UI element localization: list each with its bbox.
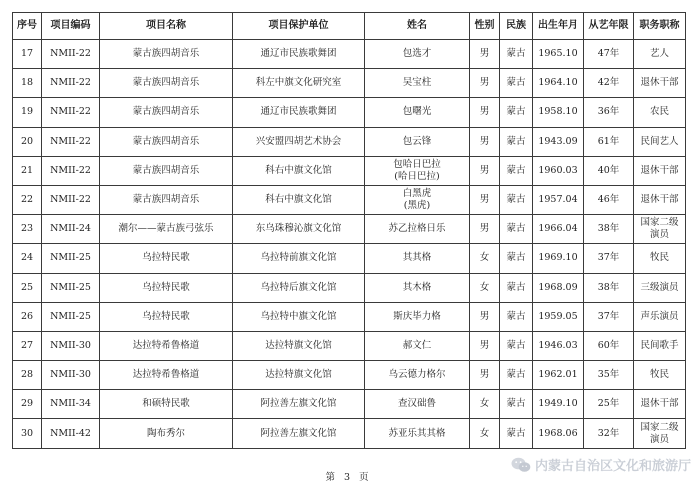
table-row (13, 273, 686, 302)
cell-years-of-practice: 25年 (584, 390, 634, 419)
cell-gender: 男 (470, 156, 500, 185)
column-header-item-code: 项目编码 (42, 13, 100, 40)
cell-inheritor-name: 乌云德力格尔 (365, 361, 470, 390)
cell-job-title: 国家二级 演员 (634, 215, 686, 244)
cell-birth-date: 1957.04 (533, 185, 584, 214)
cell-inheritor-name: 苏乙拉格日乐 (365, 215, 470, 244)
table-row (13, 244, 686, 273)
cell-seq-number: 30 (13, 419, 42, 448)
cell-item-code: NMII-22 (42, 69, 100, 98)
cell-inheritor-name: 吴宝柱 (365, 69, 470, 98)
cell-years-of-practice: 61年 (584, 127, 634, 156)
cell-gender: 男 (470, 215, 500, 244)
cell-protection-unit: 通辽市民族歌舞团 (233, 98, 365, 127)
cell-ethnicity: 蒙古 (500, 273, 533, 302)
cell-job-title: 艺人 (634, 40, 686, 69)
cell-item-code: NMII-22 (42, 185, 100, 214)
cell-gender: 女 (470, 390, 500, 419)
cell-job-title: 农民 (634, 98, 686, 127)
table-row (13, 390, 686, 419)
cell-item-code: NMII-30 (42, 331, 100, 360)
cell-item-code: NMII-22 (42, 40, 100, 69)
cell-item-name: 蒙古族四胡音乐 (100, 69, 233, 98)
cell-birth-date: 1965.10 (533, 40, 584, 69)
cell-job-title: 三级演员 (634, 273, 686, 302)
table-row (13, 419, 686, 448)
cell-item-name: 蒙古族四胡音乐 (100, 127, 233, 156)
cell-protection-unit: 兴安盟四胡艺术协会 (233, 127, 365, 156)
cell-item-code: NMII-34 (42, 390, 100, 419)
cell-inheritor-name: 包曙光 (365, 98, 470, 127)
cell-protection-unit: 乌拉特后旗文化馆 (233, 273, 365, 302)
cell-birth-date: 1962.01 (533, 361, 584, 390)
cell-gender: 男 (470, 185, 500, 214)
cell-protection-unit: 乌拉特前旗文化馆 (233, 244, 365, 273)
cell-job-title: 退休干部 (634, 185, 686, 214)
cell-birth-date: 1969.10 (533, 244, 584, 273)
cell-seq-number: 24 (13, 244, 42, 273)
cell-ethnicity: 蒙古 (500, 390, 533, 419)
column-header-ethnicity: 民族 (500, 13, 533, 40)
cell-item-code: NMII-25 (42, 273, 100, 302)
cell-item-code: NMII-25 (42, 302, 100, 331)
table-row (13, 40, 686, 69)
cell-gender: 男 (470, 302, 500, 331)
cell-gender: 男 (470, 127, 500, 156)
cell-item-code: NMII-30 (42, 361, 100, 390)
cell-job-title: 牧民 (634, 361, 686, 390)
cell-gender: 女 (470, 273, 500, 302)
cell-ethnicity: 蒙古 (500, 156, 533, 185)
cell-job-title: 民间艺人 (634, 127, 686, 156)
cell-job-title: 退休干部 (634, 69, 686, 98)
cell-ethnicity: 蒙古 (500, 215, 533, 244)
cell-job-title: 国家二级 演员 (634, 419, 686, 448)
cell-protection-unit: 乌拉特中旗文化馆 (233, 302, 365, 331)
cell-gender: 男 (470, 98, 500, 127)
cell-item-code: NMII-22 (42, 98, 100, 127)
table-row (13, 69, 686, 98)
cell-seq-number: 17 (13, 40, 42, 69)
cell-item-name: 蒙古族四胡音乐 (100, 40, 233, 69)
cell-seq-number: 19 (13, 98, 42, 127)
cell-job-title: 声乐演员 (634, 302, 686, 331)
cell-inheritor-name: 包选才 (365, 40, 470, 69)
cell-protection-unit: 达拉特旗文化馆 (233, 361, 365, 390)
cell-seq-number: 25 (13, 273, 42, 302)
cell-inheritor-name: 查汉础鲁 (365, 390, 470, 419)
column-header-item-name: 项目名称 (100, 13, 233, 40)
cell-gender: 男 (470, 40, 500, 69)
cell-years-of-practice: 60年 (584, 331, 634, 360)
cell-years-of-practice: 46年 (584, 185, 634, 214)
cell-ethnicity: 蒙古 (500, 361, 533, 390)
cell-seq-number: 21 (13, 156, 42, 185)
cell-birth-date: 1966.04 (533, 215, 584, 244)
cell-seq-number: 26 (13, 302, 42, 331)
cell-protection-unit: 科右中旗文化馆 (233, 185, 365, 214)
column-header-years-of-practice: 从艺年限 (584, 13, 634, 40)
cell-inheritor-name: 其木格 (365, 273, 470, 302)
cell-seq-number: 20 (13, 127, 42, 156)
cell-item-name: 达拉特希鲁格道 (100, 331, 233, 360)
cell-gender: 女 (470, 244, 500, 273)
cell-item-code: NMII-22 (42, 127, 100, 156)
cell-birth-date: 1968.06 (533, 419, 584, 448)
cell-item-name: 蒙古族四胡音乐 (100, 98, 233, 127)
cell-gender: 男 (470, 331, 500, 360)
cell-ethnicity: 蒙古 (500, 69, 533, 98)
cell-years-of-practice: 36年 (584, 98, 634, 127)
cell-protection-unit: 达拉特旗文化馆 (233, 331, 365, 360)
cell-ethnicity: 蒙古 (500, 98, 533, 127)
cell-years-of-practice: 35年 (584, 361, 634, 390)
cell-item-name: 潮尔——蒙古族弓弦乐 (100, 215, 233, 244)
cell-gender: 男 (470, 361, 500, 390)
cell-seq-number: 18 (13, 69, 42, 98)
page-number: 第 3 页 (325, 472, 372, 483)
cell-item-name: 蒙古族四胡音乐 (100, 156, 233, 185)
cell-item-name: 陶布秀尔 (100, 419, 233, 448)
cell-protection-unit: 阿拉善左旗文化馆 (233, 419, 365, 448)
cell-inheritor-name: 包哈日巴拉 (哈日巴拉) (365, 156, 470, 185)
cell-birth-date: 1968.09 (533, 273, 584, 302)
cell-item-name: 达拉特希鲁格道 (100, 361, 233, 390)
cell-inheritor-name: 苏亚乐其其格 (365, 419, 470, 448)
cell-years-of-practice: 32年 (584, 419, 634, 448)
column-header-job-title: 职务职称 (634, 13, 686, 40)
watermark-text: 内蒙古自治区文化和旅游厅 (534, 459, 691, 474)
cell-inheritor-name: 斯庆毕力格 (365, 302, 470, 331)
cell-birth-date: 1946.03 (533, 331, 584, 360)
cell-ethnicity: 蒙古 (500, 419, 533, 448)
cell-years-of-practice: 37年 (584, 302, 634, 331)
column-header-gender: 性别 (470, 13, 500, 40)
cell-seq-number: 28 (13, 361, 42, 390)
cell-item-code: NMII-42 (42, 419, 100, 448)
cell-seq-number: 22 (13, 185, 42, 214)
cell-birth-date: 1949.10 (533, 390, 584, 419)
cell-item-name: 蒙古族四胡音乐 (100, 185, 233, 214)
cell-item-name: 乌拉特民歌 (100, 302, 233, 331)
column-header-seq-number: 序号 (13, 13, 42, 40)
cell-inheritor-name: 其其格 (365, 244, 470, 273)
cell-seq-number: 29 (13, 390, 42, 419)
cell-years-of-practice: 38年 (584, 215, 634, 244)
cell-item-name: 乌拉特民歌 (100, 273, 233, 302)
cell-ethnicity: 蒙古 (500, 40, 533, 69)
cell-seq-number: 27 (13, 331, 42, 360)
column-header-protection-unit: 项目保护单位 (233, 13, 365, 40)
cell-gender: 男 (470, 69, 500, 98)
cell-job-title: 退休干部 (634, 156, 686, 185)
cell-job-title: 牧民 (634, 244, 686, 273)
cell-job-title: 民间歌手 (634, 331, 686, 360)
cell-job-title: 退休干部 (634, 390, 686, 419)
cell-ethnicity: 蒙古 (500, 331, 533, 360)
table-row (13, 215, 686, 244)
table-body (13, 40, 686, 449)
table-row (13, 361, 686, 390)
cell-ethnicity: 蒙古 (500, 127, 533, 156)
heritage-inheritors-table (12, 12, 686, 449)
table-row (13, 156, 686, 185)
cell-protection-unit: 科左中旗文化研究室 (233, 69, 365, 98)
cell-protection-unit: 东乌珠穆沁旗文化馆 (233, 215, 365, 244)
cell-item-name: 乌拉特民歌 (100, 244, 233, 273)
cell-item-code: NMII-24 (42, 215, 100, 244)
cell-item-code: NMII-25 (42, 244, 100, 273)
cell-years-of-practice: 37年 (584, 244, 634, 273)
cell-birth-date: 1960.03 (533, 156, 584, 185)
cell-inheritor-name: 包云锋 (365, 127, 470, 156)
table-row (13, 98, 686, 127)
cell-birth-date: 1959.05 (533, 302, 584, 331)
cell-years-of-practice: 42年 (584, 69, 634, 98)
cell-years-of-practice: 40年 (584, 156, 634, 185)
column-header-birth-date: 出生年月 (533, 13, 584, 40)
cell-birth-date: 1943.09 (533, 127, 584, 156)
table-row (13, 331, 686, 360)
cell-birth-date: 1964.10 (533, 69, 584, 98)
cell-years-of-practice: 47年 (584, 40, 634, 69)
cell-seq-number: 23 (13, 215, 42, 244)
cell-protection-unit: 阿拉善左旗文化馆 (233, 390, 365, 419)
column-header-inheritor-name: 姓名 (365, 13, 470, 40)
table-header-row (13, 13, 686, 40)
cell-ethnicity: 蒙古 (500, 302, 533, 331)
cell-item-name: 和硕特民歌 (100, 390, 233, 419)
cell-protection-unit: 科右中旗文化馆 (233, 156, 365, 185)
cell-ethnicity: 蒙古 (500, 244, 533, 273)
wechat-icon (511, 457, 531, 473)
cell-protection-unit: 通辽市民族歌舞团 (233, 40, 365, 69)
cell-inheritor-name: 白黑虎 (黑虎) (365, 185, 470, 214)
table-row (13, 185, 686, 214)
cell-years-of-practice: 38年 (584, 273, 634, 302)
cell-inheritor-name: 郝文仁 (365, 331, 470, 360)
table-row (13, 302, 686, 331)
wechat-watermark (511, 455, 691, 474)
cell-birth-date: 1958.10 (533, 98, 584, 127)
cell-item-code: NMII-22 (42, 156, 100, 185)
table-row (13, 127, 686, 156)
cell-ethnicity: 蒙古 (500, 185, 533, 214)
cell-gender: 女 (470, 419, 500, 448)
